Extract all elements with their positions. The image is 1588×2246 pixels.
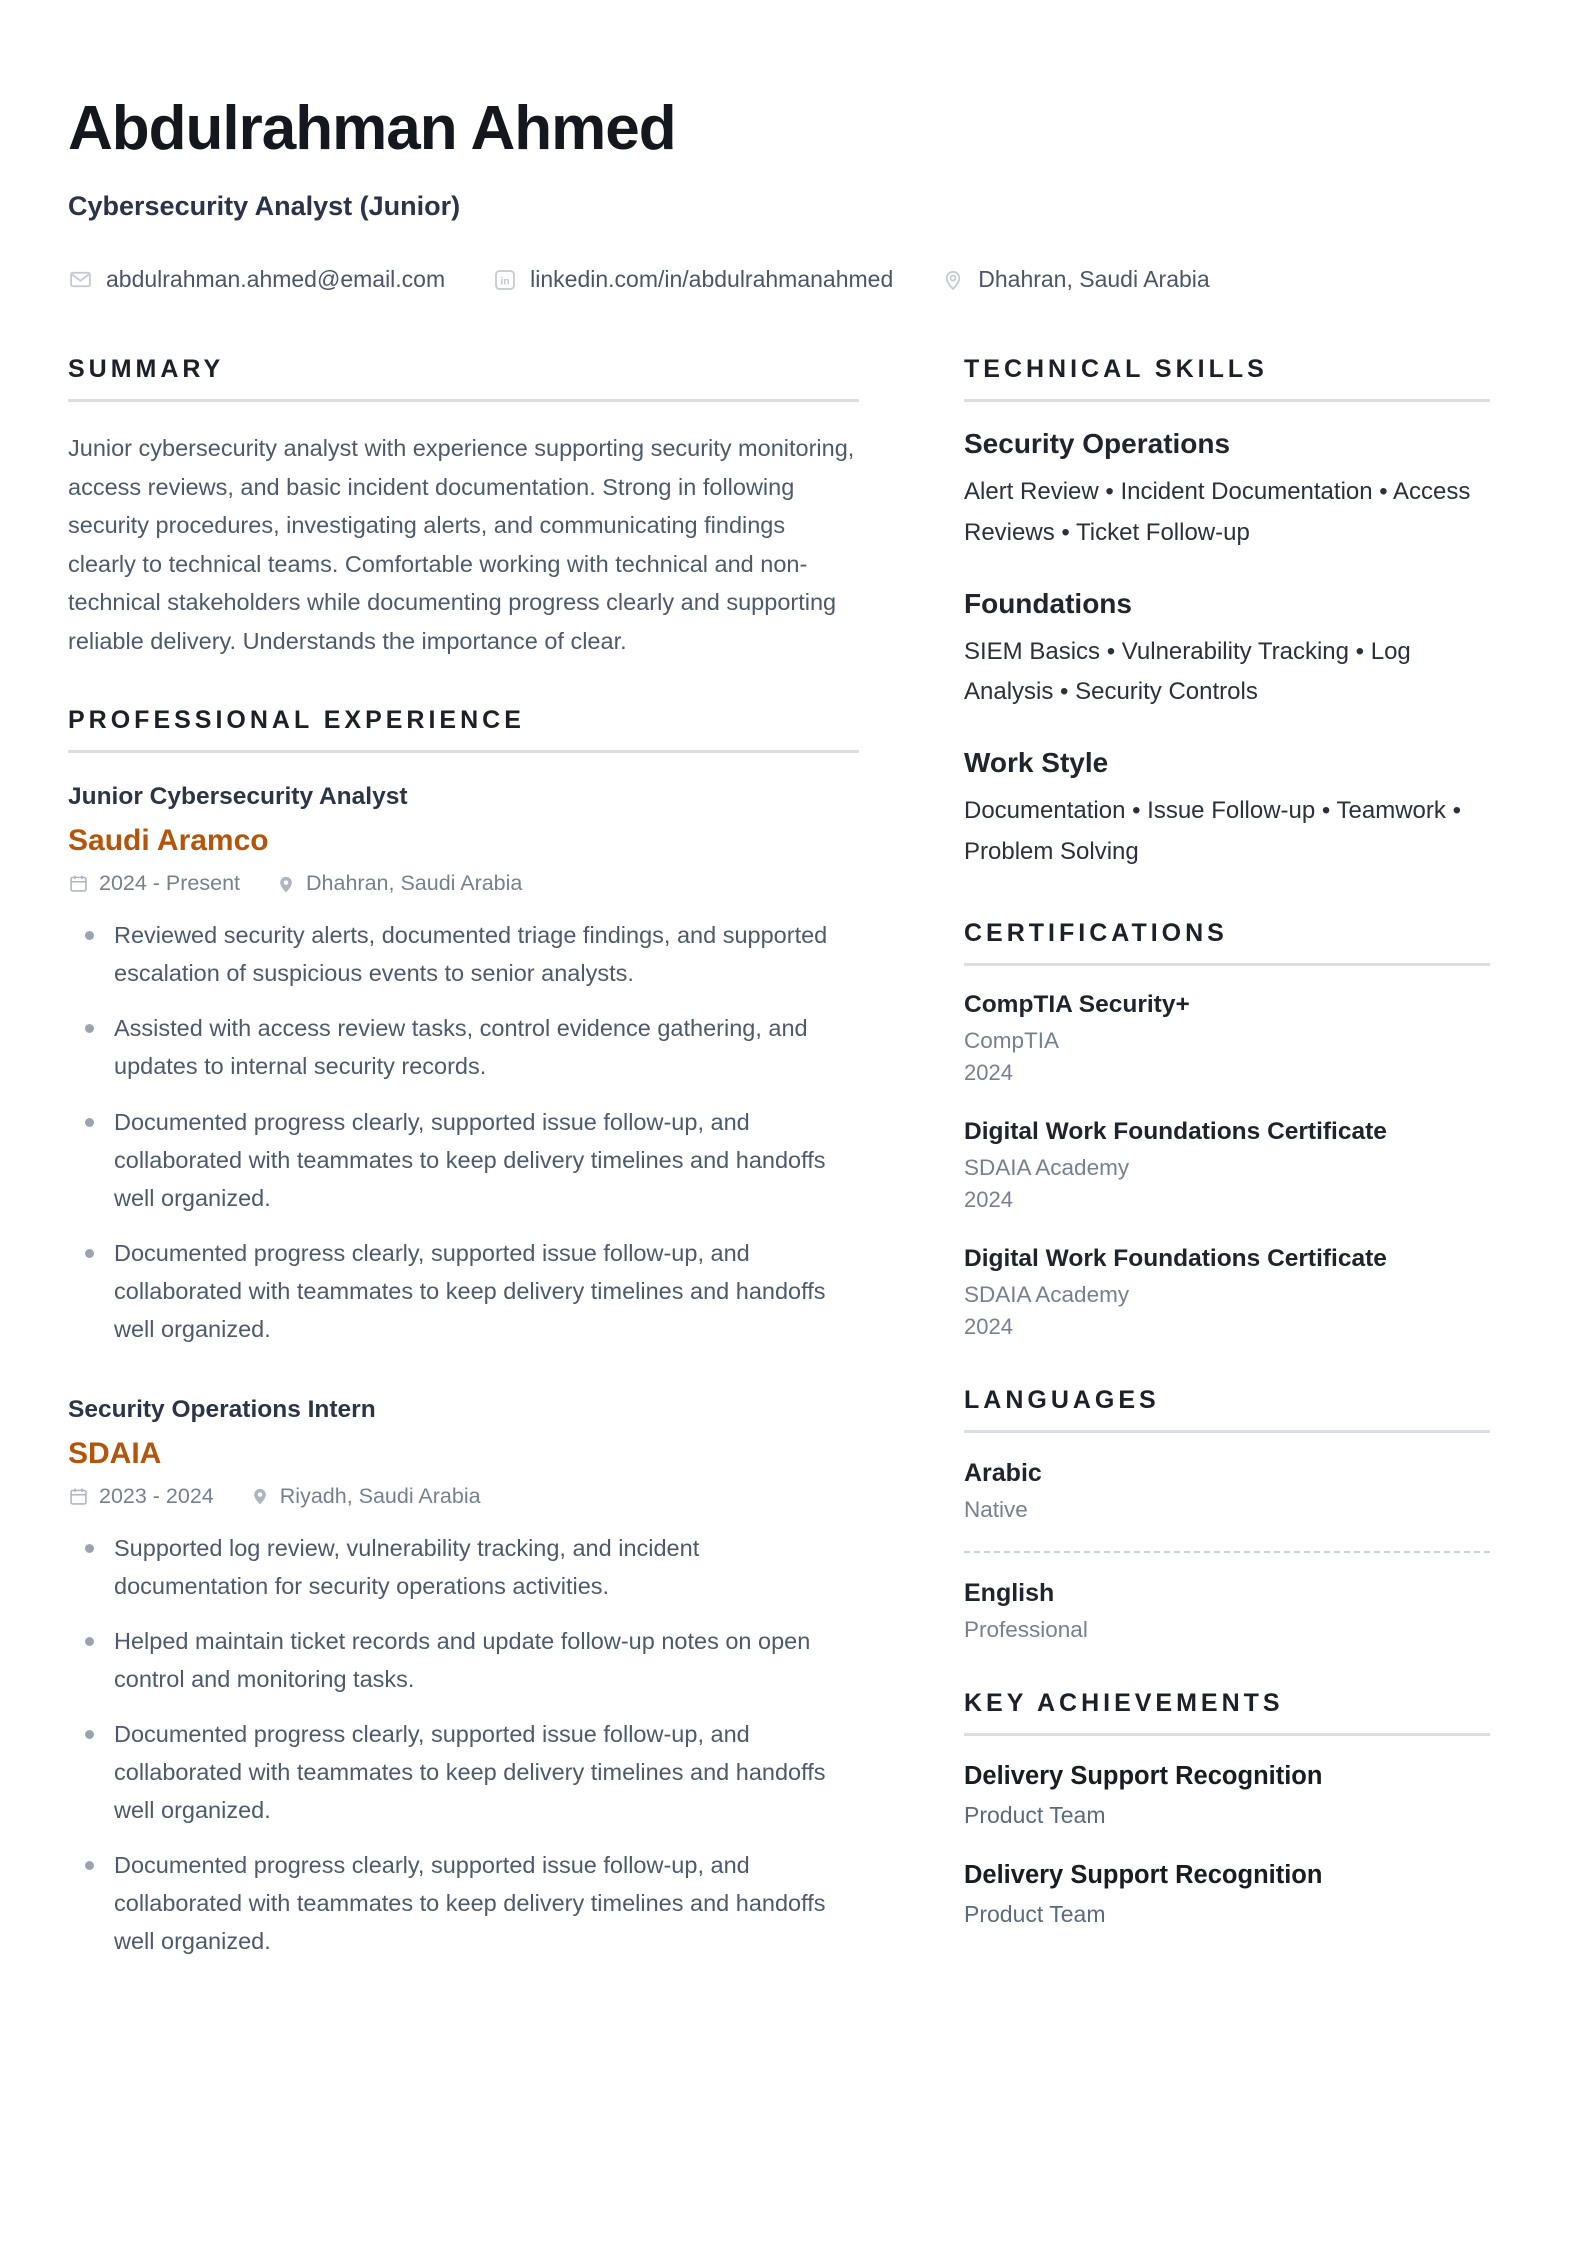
experience-heading: PROFESSIONAL EXPERIENCE [68,706,859,753]
resume-header [68,96,1490,293]
certifications-heading: CERTIFICATIONS [964,919,1490,966]
contact-email [68,266,445,293]
right-column [964,355,1490,2006]
achievement-name: Delivery Support Recognition [964,1761,1323,1790]
job-entry-sdaia [68,1396,859,1961]
skill-group-name: Security Operations [964,428,1231,460]
job-title: Junior Cybersecurity Analyst [68,783,408,811]
job-bullet: Helped maintain ticket records and update follow-up notes on open control and monitoring tasks. [68,1622,859,1698]
skill-items: Documentation • Issue Follow-up • Teamwork • Problem Solving [964,797,1461,866]
calendar-icon [68,873,89,894]
job-bullet: Documented progress clearly, supported issue follow-up, and collaborated with teammates to keep delivery timelines and handoffs well organized. [68,1103,859,1217]
job-company: Saudi Aramco [68,824,269,858]
left-column [68,355,859,2006]
language-level: Native [964,1496,1028,1522]
language-name: Arabic [964,1458,1042,1487]
skill-group-work-style [964,747,1490,873]
contact-location-text: Dhahran, Saudi Arabia [978,266,1210,293]
contact-location [941,266,1209,293]
language-divider [964,1551,1490,1553]
certification-org: SDAIA Academy [964,1281,1130,1307]
summary-section [68,355,859,660]
job-bullet: Assisted with access review tasks, control evidence gathering, and updates to internal security records. [68,1009,859,1085]
skill-group-name: Foundations [964,587,1132,619]
job-bullet: Supported log review, vulnerability tracking, and incident documentation for security operations activities. [68,1529,859,1605]
certification-org: CompTIA [964,1027,1060,1053]
job-bullet: Reviewed security alerts, documented triage findings, and supported escalation of suspicious events to senior analysts. [68,916,859,992]
skills-section [964,355,1490,873]
job-location-text: Riyadh, Saudi Arabia [279,1483,481,1508]
language-item [964,1579,1490,1643]
experience-section [68,706,859,1960]
job-bullet: Documented progress clearly, supported issue follow-up, and collaborated with teammates to keep delivery timelines and handoffs well organized. [68,1715,859,1829]
certification-year: 2024 [964,1313,1013,1339]
candidate-name: Abdulrahman Ahmed [68,94,676,163]
certification-item [964,1245,1490,1340]
job-bullet-list [68,916,859,1348]
languages-section [964,1386,1490,1643]
certification-org: SDAIA Academy [964,1154,1130,1180]
contact-linkedin [493,266,893,293]
certifications-section [964,919,1490,1340]
linkedin-icon [493,268,517,292]
candidate-headline: Cybersecurity Analyst (Junior) [68,191,461,222]
job-bullet-list [68,1529,859,1961]
job-bullet: Documented progress clearly, supported issue follow-up, and collaborated with teammates to keep delivery timelines and handoffs well organized. [68,1846,859,1960]
job-title: Security Operations Intern [68,1395,376,1423]
achievement-item [964,1762,1490,1829]
skill-group-name: Work Style [964,747,1109,779]
language-name: English [964,1578,1055,1607]
contact-row [68,266,1490,293]
achievement-item [964,1861,1490,1928]
certification-year: 2024 [964,1059,1013,1085]
resume-columns [68,355,1490,2006]
job-meta [68,1484,859,1509]
map-pin-icon [276,874,296,894]
job-location-text: Dhahran, Saudi Arabia [306,871,523,896]
skill-group-security-operations [964,428,1490,554]
certification-name: Digital Work Foundations Certificate [964,1244,1387,1272]
skill-items: SIEM Basics • Vulnerability Tracking • Log Analysis • Security Controls [964,637,1411,706]
certification-name: CompTIA Security+ [964,990,1190,1018]
certification-item [964,1118,1490,1213]
skill-group-foundations [964,588,1490,714]
email-icon [68,267,93,292]
map-pin-icon [250,1486,270,1506]
achievement-org: Product Team [964,1900,1106,1927]
job-entry-saudi-aramco [68,783,859,1348]
calendar-icon [68,1486,89,1507]
summary-heading: SUMMARY [68,355,859,402]
job-dates-text: 2024 - Present [99,871,241,896]
achievement-org: Product Team [964,1801,1106,1828]
languages-heading: LANGUAGES [964,1386,1490,1433]
certification-item [964,991,1490,1086]
certification-name: Digital Work Foundations Certificate [964,1117,1387,1145]
job-meta [68,871,859,896]
contact-linkedin-text[interactable]: linkedin.com/in/abdulrahmanahmed [530,266,894,293]
contact-email-text[interactable]: abdulrahman.ahmed@email.com [106,266,446,293]
job-location [276,871,522,896]
language-item [964,1459,1490,1523]
summary-text: Junior cybersecurity analyst with experience supporting security monitoring, access reviews, and basic incident documentation. Strong in following security procedures, investigating alerts, and communicating findings clearly to technical teams. Comfortable working with technical and non-technical stakeholders while documenting progress clearly and supporting reliable delivery. Understands the importance of clear. [68,435,855,654]
skill-items: Alert Review • Incident Documentation • Access Reviews • Ticket Follow-up [964,478,1471,546]
skills-heading: TECHNICAL SKILLS [964,355,1490,402]
location-pin-icon [941,268,965,292]
job-dates [68,871,240,896]
svg-text:in: in [500,274,510,287]
job-company: SDAIA [68,1436,162,1470]
job-bullet: Documented progress clearly, supported issue follow-up, and collaborated with teammates to keep delivery timelines and handoffs well organized. [68,1234,859,1348]
achievements-section [964,1689,1490,1928]
certification-year: 2024 [964,1186,1013,1212]
job-dates [68,1484,214,1509]
achievements-heading: KEY ACHIEVEMENTS [964,1689,1490,1736]
job-location [250,1484,481,1509]
language-level: Professional [964,1616,1088,1642]
job-dates-text: 2023 - 2024 [99,1483,214,1508]
achievement-name: Delivery Support Recognition [964,1860,1323,1889]
